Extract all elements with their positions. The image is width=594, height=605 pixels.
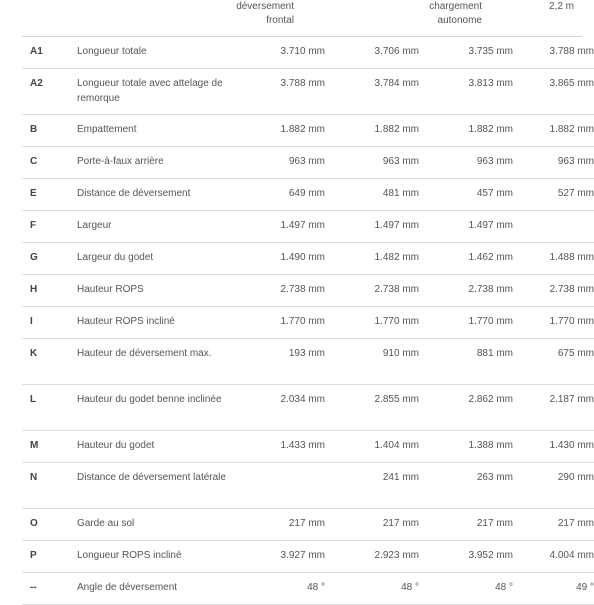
dimension-code: B bbox=[22, 115, 77, 147]
dimension-label: Largeur bbox=[77, 211, 237, 243]
dimension-label: Largeur du godet bbox=[77, 243, 237, 275]
dimension-code: P bbox=[22, 541, 77, 573]
table-header bbox=[0, 0, 582, 36]
value-col-3: 1.882 mm bbox=[425, 115, 519, 147]
dimension-label: Porte-à-faux arrière bbox=[77, 147, 237, 179]
value-col-4: 963 mm bbox=[519, 147, 594, 179]
value-col-2: 481 mm bbox=[331, 179, 425, 211]
value-col-2: 2.923 mm bbox=[331, 541, 425, 573]
value-col-4: 4.004 mm bbox=[519, 541, 594, 573]
value-col-3: 3.735 mm bbox=[425, 37, 519, 69]
value-col-2: 217 mm bbox=[331, 509, 425, 541]
value-col-4: 217 mm bbox=[519, 509, 594, 541]
value-col-1: 1.497 mm bbox=[237, 211, 331, 243]
value-col-3: 963 mm bbox=[425, 147, 519, 179]
value-col-3: 2.862 mm bbox=[425, 385, 519, 431]
dimension-code: I bbox=[22, 307, 77, 339]
dimension-code: A2 bbox=[22, 69, 77, 115]
value-col-3: 263 mm bbox=[425, 463, 519, 509]
column-header-4-line-1: 2,2 m bbox=[548, 1, 574, 12]
value-col-2: 2.738 mm bbox=[331, 275, 425, 307]
value-col-4: 675 mm bbox=[519, 339, 594, 385]
dimension-label: Garde au sol bbox=[77, 509, 237, 541]
dimension-label: Hauteur ROPS incliné bbox=[77, 307, 237, 339]
table-row bbox=[22, 509, 594, 541]
value-col-1: 1.433 mm bbox=[237, 431, 331, 463]
table-row bbox=[22, 339, 594, 385]
dimension-label: Empattement bbox=[77, 115, 237, 147]
value-col-4: 527 mm bbox=[519, 179, 594, 211]
value-col-2: 1.404 mm bbox=[331, 431, 425, 463]
dimension-code: F bbox=[22, 211, 77, 243]
table-row bbox=[22, 115, 594, 147]
value-col-4: 1.430 mm bbox=[519, 431, 594, 463]
value-col-4 bbox=[519, 211, 594, 243]
value-col-3: 881 mm bbox=[425, 339, 519, 385]
column-header-3-line-1: chargement bbox=[429, 1, 482, 12]
table-row bbox=[22, 69, 594, 115]
table-row bbox=[22, 463, 594, 509]
dimension-code: M bbox=[22, 431, 77, 463]
dimension-label: Angle de déversement bbox=[77, 573, 237, 605]
column-header-1-line-2: frontal bbox=[266, 15, 294, 26]
dimension-label: Hauteur du godet benne inclinée bbox=[77, 385, 237, 431]
dimension-code: -- bbox=[22, 573, 77, 605]
dimension-label: Longueur totale avec attelage de remorque bbox=[77, 69, 237, 115]
value-col-4: 1.488 mm bbox=[519, 243, 594, 275]
value-col-3: 2.738 mm bbox=[425, 275, 519, 307]
value-col-4: 3.788 mm bbox=[519, 37, 594, 69]
table-row bbox=[22, 37, 594, 69]
column-header-3 bbox=[429, 0, 482, 28]
table-row bbox=[22, 385, 594, 431]
table-row bbox=[22, 275, 594, 307]
value-col-3: 1.497 mm bbox=[425, 211, 519, 243]
table-row bbox=[22, 307, 594, 339]
value-col-1: 1.882 mm bbox=[237, 115, 331, 147]
column-header-1-line-1: déversement bbox=[236, 1, 294, 12]
value-col-1 bbox=[237, 463, 331, 509]
table-row bbox=[22, 573, 594, 605]
value-col-1: 649 mm bbox=[237, 179, 331, 211]
dimension-code: H bbox=[22, 275, 77, 307]
value-col-3: 457 mm bbox=[425, 179, 519, 211]
value-col-4: 49 ° bbox=[519, 573, 594, 605]
value-col-1: 3.788 mm bbox=[237, 69, 331, 115]
value-col-3: 3.813 mm bbox=[425, 69, 519, 115]
value-col-1: 963 mm bbox=[237, 147, 331, 179]
dimension-label: Hauteur ROPS bbox=[77, 275, 237, 307]
value-col-1: 48 ° bbox=[237, 573, 331, 605]
value-col-2: 48 ° bbox=[331, 573, 425, 605]
value-col-2: 963 mm bbox=[331, 147, 425, 179]
table-row bbox=[22, 431, 594, 463]
value-col-3: 3.952 mm bbox=[425, 541, 519, 573]
dimension-label: Longueur ROPS incliné bbox=[77, 541, 237, 573]
value-col-3: 1.462 mm bbox=[425, 243, 519, 275]
table-row bbox=[22, 179, 594, 211]
value-col-1: 2.738 mm bbox=[237, 275, 331, 307]
value-col-2: 3.784 mm bbox=[331, 69, 425, 115]
dimension-code: N bbox=[22, 463, 77, 509]
value-col-2: 910 mm bbox=[331, 339, 425, 385]
value-col-3: 1.770 mm bbox=[425, 307, 519, 339]
value-col-3: 217 mm bbox=[425, 509, 519, 541]
value-col-4: 2.187 mm bbox=[519, 385, 594, 431]
value-col-3: 1.388 mm bbox=[425, 431, 519, 463]
value-col-4: 290 mm bbox=[519, 463, 594, 509]
value-col-1: 1.770 mm bbox=[237, 307, 331, 339]
value-col-2: 1.882 mm bbox=[331, 115, 425, 147]
value-col-1: 3.927 mm bbox=[237, 541, 331, 573]
table-row bbox=[22, 541, 594, 573]
value-col-1: 217 mm bbox=[237, 509, 331, 541]
dimension-label: Longueur totale bbox=[77, 37, 237, 69]
dimension-code: L bbox=[22, 385, 77, 431]
dimension-code: G bbox=[22, 243, 77, 275]
value-col-2: 3.706 mm bbox=[331, 37, 425, 69]
value-col-1: 2.034 mm bbox=[237, 385, 331, 431]
value-col-4: 2.738 mm bbox=[519, 275, 594, 307]
column-header-1 bbox=[236, 0, 294, 28]
value-col-4: 1.770 mm bbox=[519, 307, 594, 339]
value-col-1: 1.490 mm bbox=[237, 243, 331, 275]
value-col-2: 241 mm bbox=[331, 463, 425, 509]
value-col-2: 1.770 mm bbox=[331, 307, 425, 339]
value-col-2: 1.497 mm bbox=[331, 211, 425, 243]
dimension-code: O bbox=[22, 509, 77, 541]
value-col-2: 2.855 mm bbox=[331, 385, 425, 431]
table-row bbox=[22, 243, 594, 275]
dimension-code: K bbox=[22, 339, 77, 385]
dimension-code: A1 bbox=[22, 37, 77, 69]
value-col-1: 3.710 mm bbox=[237, 37, 331, 69]
value-col-4: 1.882 mm bbox=[519, 115, 594, 147]
table-row bbox=[22, 211, 594, 243]
dimension-code: C bbox=[22, 147, 77, 179]
column-header-3-line-2: autonome bbox=[437, 15, 482, 26]
value-col-4: 3.865 mm bbox=[519, 69, 594, 115]
value-col-1: 193 mm bbox=[237, 339, 331, 385]
value-col-3: 48 ° bbox=[425, 573, 519, 605]
dimension-label: Distance de déversement latérale bbox=[77, 463, 237, 509]
dimensions-table bbox=[22, 37, 594, 605]
dimension-label: Hauteur du godet bbox=[77, 431, 237, 463]
dimension-code: E bbox=[22, 179, 77, 211]
column-header-4 bbox=[549, 0, 574, 14]
dimension-label: Hauteur de déversement max. bbox=[77, 339, 237, 385]
dimension-label: Distance de déversement bbox=[77, 179, 237, 211]
value-col-2: 1.482 mm bbox=[331, 243, 425, 275]
table-row bbox=[22, 147, 594, 179]
